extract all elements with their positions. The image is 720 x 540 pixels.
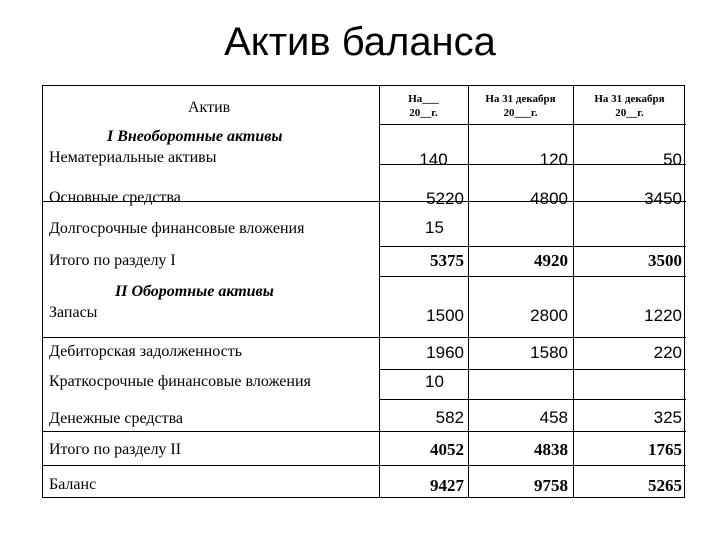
row-value-1: 9427 (430, 476, 464, 495)
row-value-1: 4052 (430, 440, 464, 459)
column-divider (468, 86, 469, 497)
header-period-3: На 31 декабря 20__г. (594, 93, 665, 119)
row-value-1: 10 (425, 372, 444, 391)
row-divider (379, 399, 686, 400)
row-value-2: 9758 (534, 476, 568, 495)
row-value-3: 1765 (648, 440, 682, 459)
row-label: Долгосрочные финансовые вложения (49, 220, 305, 237)
row-value-3: 325 (653, 408, 682, 427)
row-label: Баланс (49, 476, 97, 493)
row-label: Денежные средства (49, 410, 184, 427)
row-value-3: 5265 (648, 476, 682, 495)
row-divider (379, 124, 686, 125)
row-value-1: 15 (425, 218, 444, 237)
section-title-current: II Оборотные активы (115, 283, 274, 300)
row-value-1: 1960 (426, 343, 464, 362)
row-divider (379, 246, 686, 247)
row-value-2: 2800 (530, 306, 568, 325)
row-label: Итого по разделу II (49, 441, 182, 458)
column-divider (573, 86, 574, 497)
row-divider (43, 465, 686, 466)
row-divider (43, 337, 686, 338)
row-value-3: 220 (653, 343, 682, 362)
slide-title: Актив баланса (224, 20, 496, 64)
row-value-1: 582 (435, 408, 464, 427)
balance-table (42, 85, 685, 498)
row-value-1: 5220 (426, 189, 464, 208)
row-label: Итого по разделу I (49, 252, 176, 269)
row-label: Дебиторская задолженность (49, 343, 242, 360)
row-value-1: 1500 (426, 306, 464, 325)
row-divider (379, 276, 686, 277)
row-label: Основные средства (49, 189, 181, 206)
row-divider (379, 369, 686, 370)
row-value-2: 4838 (534, 440, 568, 459)
row-value-2: 120 (539, 150, 568, 169)
row-value-2: 4920 (534, 251, 568, 270)
header-period-2: На 31 декабря 20___г. (485, 93, 556, 119)
row-value-1: 5375 (430, 251, 464, 270)
row-value-2: 4800 (530, 189, 568, 208)
header-period-1: На___ 20__г. (408, 93, 439, 119)
row-label: Нематериальные активы (49, 149, 217, 166)
row-value-3: 3500 (648, 251, 682, 270)
section-title-noncurrent: I Внеоборотные активы (107, 128, 283, 145)
row-value-2: 1580 (530, 343, 568, 362)
column-divider (379, 86, 380, 497)
row-label: Краткосрочные финансовые вложения (49, 373, 311, 390)
row-value-3: 3450 (644, 189, 682, 208)
row-label: Запасы (49, 304, 98, 321)
row-divider (43, 431, 686, 432)
row-value-3: 1220 (644, 306, 682, 325)
header-asset: Актив (188, 99, 231, 116)
row-value-1: 140 (419, 150, 448, 169)
row-value-3: 50 (663, 150, 682, 169)
row-value-2: 458 (539, 408, 568, 427)
